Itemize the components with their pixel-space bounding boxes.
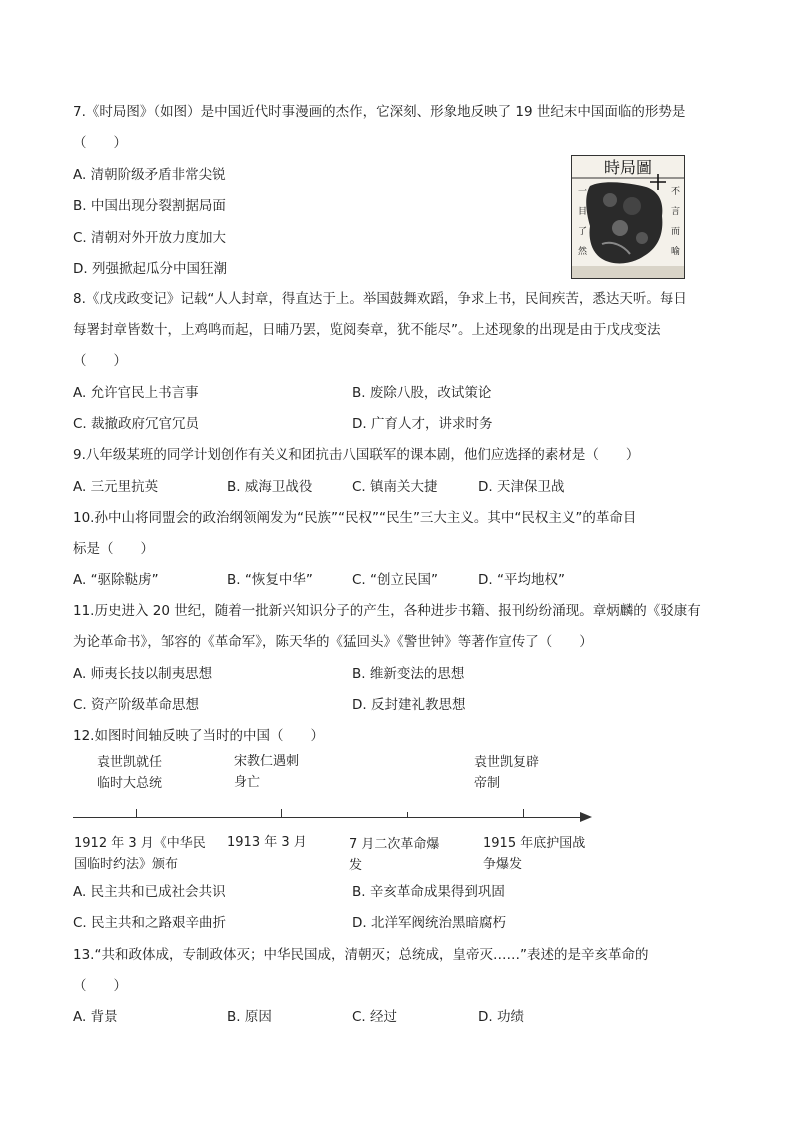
timeline-date-3-line1: 7 月二次革命爆 <box>349 837 440 852</box>
timeline-date-1-line1: 1912 年 3 月《中华民 <box>74 836 206 851</box>
q12-option-d: D. 北洋军阀统治黑暗腐朽 <box>352 915 506 931</box>
q9-option-a: A. 三元里抗英 <box>73 479 159 495</box>
cartoon-right-char-4: 喻 <box>671 247 681 257</box>
timeline-date-4-line2: 争爆发 <box>483 857 523 872</box>
q8-option-a: A. 允许官民上书言事 <box>73 385 199 401</box>
q7-stem-line1: 7.《时局图》（如图）是中国近代时事漫画的杰作，它深刻、形象地反映了 19 世纪末中国面临的形势是 <box>73 104 686 120</box>
q11-option-b: B. 维新变法的思想 <box>352 666 465 682</box>
q7-option-a: A. 清朝阶级矛盾非常尖锐 <box>73 167 226 183</box>
timeline-date-1-line2: 国临时约法》颁布 <box>74 857 179 872</box>
timeline-event-3-line2: 帝制 <box>474 776 501 791</box>
q8-option-c: C. 裁撤政府冗官冗员 <box>73 416 200 432</box>
cartoon-right-char-1: 不 <box>671 187 681 197</box>
timeline-tick-1 <box>136 809 137 818</box>
q12-stem-line1: 12.如图时间轴反映了当时的中国（ ） <box>73 728 324 744</box>
q8-stem-line3: （ ） <box>73 353 127 369</box>
q8-stem-line1: 8.《戊戌政变记》记载“人人封章，得直达于上。举国鼓舞欢蹈，争求上书，民间疾苦，悉达天听。每日 <box>73 291 687 307</box>
q8-stem-line2: 每署封章皆数十，上鸡鸣而起，日晡乃罢，览阅奏章，犹不能尽”。上述现象的出现是由于戊戌变法 <box>73 322 661 338</box>
timeline-event-3-line1: 袁世凯复辟 <box>474 755 540 770</box>
q8-option-d: D. 广育人才，讲求时务 <box>352 416 493 432</box>
q9-option-d: D. 天津保卫战 <box>478 479 565 495</box>
q7-option-b: B. 中国出现分裂割据局面 <box>73 198 226 214</box>
q11-option-c: C. 资产阶级革命思想 <box>73 697 200 713</box>
q13-stem-line2: （ ） <box>73 978 127 994</box>
q11-stem-line1: 11.历史进入 20 世纪，随着一批新兴知识分子的产生，各种进步书籍、报刊纷纷涌现。章炳麟的《驳康有 <box>73 603 701 619</box>
q10-option-d: D. “平均地权” <box>478 572 565 588</box>
timeline-axis-line <box>73 817 581 818</box>
q11-option-d: D. 反封建礼教思想 <box>352 697 466 713</box>
q9-option-c: C. 镇南关大捷 <box>352 479 438 495</box>
q7-stem-line2: （ ） <box>73 135 127 151</box>
q10-option-b: B. “恢复中华” <box>227 572 313 588</box>
timeline-date-3-line2: 发 <box>349 858 363 873</box>
q7-option-d: D. 列强掀起瓜分中国狂潮 <box>73 261 227 277</box>
q9-option-b: B. 威海卫战役 <box>227 479 313 495</box>
timeline-tick-3 <box>407 812 408 817</box>
timeline-tick-2 <box>281 809 282 818</box>
q8-option-b: B. 废除八股，改试策论 <box>352 385 492 401</box>
q10-option-a: A. “驱除鞑虏” <box>73 572 159 588</box>
cartoon-left-char-3: 了 <box>578 227 588 237</box>
q13-option-b: B. 原因 <box>227 1009 272 1025</box>
timeline-date-4-line1: 1915 年底护国战 <box>483 836 586 851</box>
q7-option-c: C. 清朝对外开放力度加大 <box>73 230 227 246</box>
timeline-tick-4 <box>523 809 524 818</box>
cartoon-right-char-3: 而 <box>671 227 681 237</box>
q11-stem-line2: 为论革命书》，邹容的《革命军》，陈天华的《猛回头》《警世钟》等著作宣传了（ ） <box>73 634 593 650</box>
q10-stem-line1: 10.孙中山将同盟会的政治纲领阐发为“民族”“民权”“民生”三大主义。其中“民权主义”的革命目 <box>73 510 637 526</box>
q13-option-c: C. 经过 <box>352 1009 398 1025</box>
q11-option-a: A. 师夷长技以制夷思想 <box>73 666 213 682</box>
cartoon-left-char-4: 然 <box>578 247 588 257</box>
q9-stem-line1: 9.八年级某班的同学计划创作有关义和团抗击八国联军的课本剧，他们应选择的素材是（ ） <box>73 447 640 463</box>
timeline-event-1-line1: 袁世凯就任 <box>97 755 163 770</box>
timeline-event-2-line2: 身亡 <box>234 775 261 790</box>
q10-option-c: C. “创立民国” <box>352 572 438 588</box>
timeline-date-2-line1: 1913 年 3 月 <box>227 835 307 850</box>
q12-option-c: C. 民主共和之路艰辛曲折 <box>73 915 227 931</box>
timeline-arrow-icon <box>580 812 592 822</box>
q13-option-a: A. 背景 <box>73 1009 118 1025</box>
q13-stem-line1: 13.“共和政体成，专制政体灭；中华民国成，清朝灭；总统成，皇帝灭……”表述的是辛亥革命的 <box>73 947 649 963</box>
q12-option-a: A. 民主共和已成社会共识 <box>73 884 226 900</box>
timeline-event-1-line2: 临时大总统 <box>97 776 163 791</box>
q12-option-b: B. 辛亥革命成果得到巩固 <box>352 884 505 900</box>
cartoon-right-char-2: 言 <box>671 207 681 217</box>
shiju-tu-cartoon-image <box>571 155 685 279</box>
timeline-event-2-line1: 宋教仁遇刺 <box>234 754 300 769</box>
cartoon-left-char-2: 目 <box>578 207 588 217</box>
q10-stem-line2: 标是（ ） <box>73 541 154 557</box>
q13-option-d: D. 功绩 <box>478 1009 524 1025</box>
cartoon-left-char-1: 一 <box>578 187 588 197</box>
cartoon-title: 時局圖 <box>603 158 653 177</box>
